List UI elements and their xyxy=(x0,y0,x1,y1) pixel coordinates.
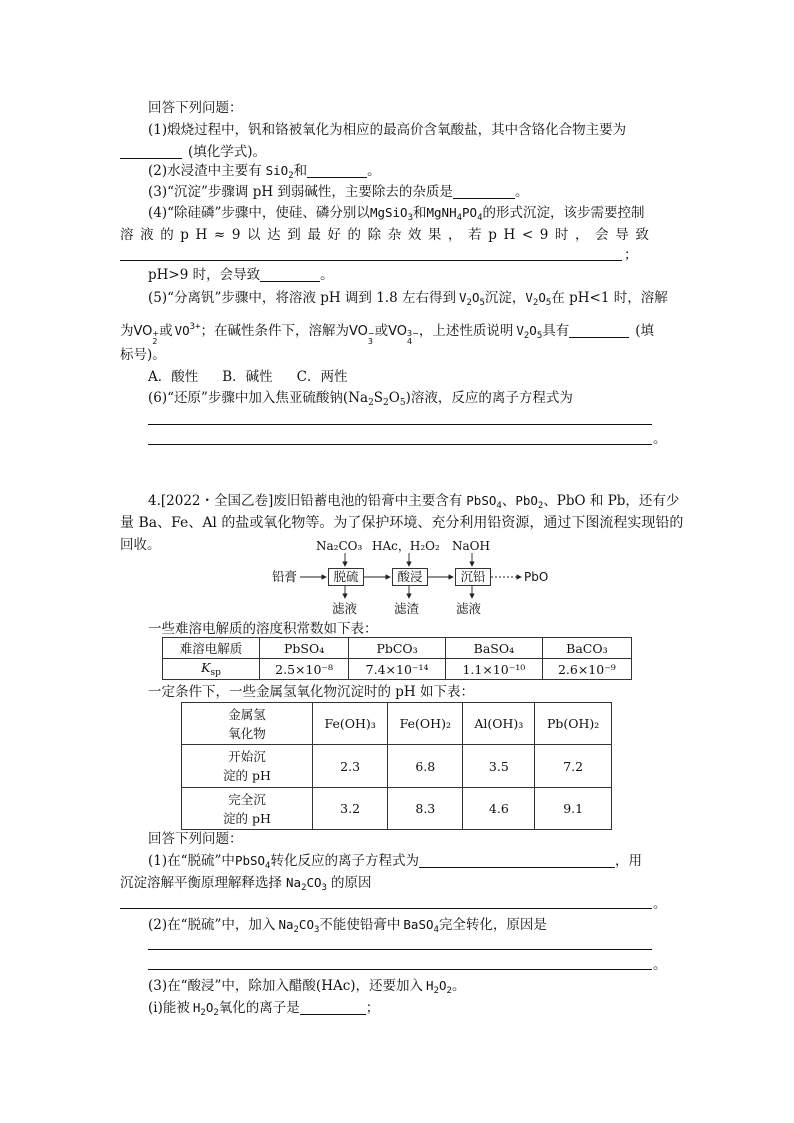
q4-part2 xyxy=(148,916,547,939)
q4-part2-text: (2)在“脱硫”中，加入 xyxy=(148,917,276,933)
q3-part6-text-b: )溶液，反应的离子方程式为 xyxy=(405,390,573,406)
ksp-intro: 一些难溶电解质的溶度积常数如下表： xyxy=(148,621,378,637)
q3-part5-text-g: (填 xyxy=(635,323,655,339)
formula-pbo2-sub: 2 xyxy=(537,501,544,511)
q4-part1-text: (1)在“脱硫”中 xyxy=(148,853,235,869)
ph-value-cell: 7.2 xyxy=(535,745,612,788)
formula-mgsio3-sub: 3 xyxy=(407,213,413,223)
ph-value-cell: 4.6 xyxy=(463,788,535,830)
ion-vo3-sub: 3 xyxy=(367,337,374,346)
ksp-value-cell: 2.5×10⁻⁸ xyxy=(260,659,349,680)
formula-pbso4-b-main: PbSO xyxy=(234,853,266,868)
q3-part1-text-end: (填化学式)。 xyxy=(188,144,267,160)
formula-h2o2-sub-a: 2 xyxy=(433,986,439,996)
q3-part5-text-f: 具有 xyxy=(542,323,570,339)
formula-baso4-main: BaSO xyxy=(403,917,434,932)
q3-part4-line2-text: 溶液的pH≈9以达到最好的除杂效果，若pH<9时，会导致 xyxy=(120,227,656,243)
formula-h2o2 xyxy=(426,978,452,996)
ph-value-cell: 3.5 xyxy=(463,745,535,788)
q4-part2-text-c: 完全转化，原因是 xyxy=(438,917,547,933)
formula-v2o5-c-sub5: 5 xyxy=(536,331,543,341)
ph-value-cell: 2.3 xyxy=(313,745,388,788)
ion-vo3-main: VO xyxy=(349,324,368,339)
q4-part1-line2-text: 沉淀溶解平衡原理解释选择 xyxy=(120,875,282,891)
formula-h2o2-o: O xyxy=(439,978,447,993)
ion-vo2-sup: + xyxy=(152,329,160,338)
formula-v2o5-c-o: O xyxy=(529,323,537,338)
q3-part4-line3-text: pH>9 时，会导致 xyxy=(148,267,261,283)
ph-value-cell: 3.2 xyxy=(313,788,388,830)
formula-sio2-main: SiO xyxy=(265,163,289,178)
ksp-header-cell: BaSO₄ xyxy=(445,638,542,659)
formula-na2s2o5-sub5: 5 xyxy=(399,398,406,408)
q3-part5-text-c: 在 pH<1 时，溶解 xyxy=(551,290,668,306)
flow-out-filtrate-1: 滤液 xyxy=(332,601,358,616)
formula-mgsio3-main: MgSiO xyxy=(369,205,408,220)
q3-part1-text: (1)煅烧过程中，钒和铬被氧化为相应的最高价含氧酸盐，其中含铬化合物主要为 xyxy=(148,122,627,138)
formula-na2co3-co: CO xyxy=(306,875,322,890)
q4-part1-end: 。 xyxy=(653,896,667,912)
q4-part3i-text: (ⅰ)能被 xyxy=(148,1000,190,1016)
ion-vo2-main: VO xyxy=(133,324,153,339)
flow-product-pbo: PbO xyxy=(524,570,549,584)
ph-header-cell: Fe(OH)₂ xyxy=(388,703,463,745)
formula-v2o5-sub5: 5 xyxy=(479,298,485,308)
q3-part4-text: (4)“除硅磷”步骤中，使硅、磷分别以 xyxy=(148,205,370,221)
ph-header-cell: Pb(OH)₂ xyxy=(535,703,612,745)
q4-intro-text: 4.[2022・全国乙卷]废旧铅蓄电池的铅膏中主要含有 xyxy=(148,493,463,509)
q4-part3-text: (3)在“酸浸”中，除加入醋酸(HAc)，还要加入 xyxy=(148,978,424,994)
q3-part5-text-d: ；在碱性条件下，溶解为 xyxy=(200,323,350,339)
q4-intro-text-c: 、PbO 和 Pb，还有少 xyxy=(543,493,680,509)
ksp-header-cell: BaCO₃ xyxy=(542,638,631,659)
formula-h2o2-b-o: O xyxy=(205,1000,214,1015)
q4-intro-comma: 、 xyxy=(501,493,516,509)
flow-out-residue: 滤渣 xyxy=(394,601,420,616)
formula-na2co3-b-sub2: 2 xyxy=(293,925,299,935)
q3-part6-end: 。 xyxy=(653,431,667,447)
formula-h2o2-h: H xyxy=(426,978,434,993)
ksp-row-label xyxy=(163,659,260,680)
ph-complete-row xyxy=(182,788,612,830)
q4-part3i-end: ； xyxy=(365,1000,380,1016)
ksp-header-cell: PbSO₄ xyxy=(260,638,349,659)
formula-na2s2o5-sub2b: 2 xyxy=(383,398,389,408)
option-b[interactable]: B．碱性 xyxy=(222,369,273,385)
ksp-value-row xyxy=(163,659,632,680)
formula-na2s2o5-sub2a: 2 xyxy=(368,398,374,408)
q4-intro-line2: 量 Ba、Fe、Al 的盐或氧化物等。为了保护环境、充分利用铅资源，通过下图流程实现铅的 xyxy=(120,515,684,531)
q3-part5-line3: 标号)。 xyxy=(120,347,166,363)
q4-part1-answer-line[interactable] xyxy=(120,908,652,909)
formula-h2o2-b-h: H xyxy=(192,1000,201,1015)
q3-part4-and: 和 xyxy=(413,205,427,221)
ph-header-cell: Fe(OH)₃ xyxy=(313,703,388,745)
formula-v2o5-c-sub2: 2 xyxy=(523,331,530,341)
q4-part1-line2-text-b: 的原因 xyxy=(330,875,372,891)
formula-na2co3-na: Na xyxy=(286,875,302,890)
ksp-value-cell: 2.6×10⁻⁹ xyxy=(542,659,631,680)
ksp-label-sub: sp xyxy=(210,668,221,678)
formula-h2o2-b-sub-b: 2 xyxy=(213,1008,219,1018)
option-c[interactable]: C．两性 xyxy=(296,369,348,385)
ph-header-label-1: 金属氢 xyxy=(228,706,266,722)
q4-part1-answer-blank[interactable] xyxy=(419,853,615,868)
formula-na2co3 xyxy=(286,875,327,893)
formula-na2co3-sub3: 3 xyxy=(321,883,327,893)
formula-pbo2-main: PbO xyxy=(515,493,538,508)
q4-answer-intro: 回答下列问题： xyxy=(148,831,243,847)
q4-part3i-answer-blank[interactable] xyxy=(300,1000,366,1015)
ph-intro: 一定条件下，一些金属氢氧化物沉淀时的 pH 如下表： xyxy=(148,684,474,700)
formula-mgnh4po4-sub1: 4 xyxy=(456,213,463,223)
flow-step-desulfurization: 脱硫 xyxy=(328,568,364,586)
formula-v2o5-b-sub2: 2 xyxy=(532,298,539,308)
q4-part2-answer-line-2[interactable] xyxy=(148,969,652,970)
q3-part4-text-b: 的形式沉淀，该步需要控制 xyxy=(482,205,645,221)
formula-h2o2-b-sub-a: 2 xyxy=(200,1008,206,1018)
formula-v2o5-b-o: O xyxy=(538,290,546,305)
ph-header-label xyxy=(182,703,313,745)
ion-vo4-sub: 4 xyxy=(407,337,413,346)
formula-na2co3-b xyxy=(278,917,320,935)
ksp-value-cell: 1.1×10⁻¹⁰ xyxy=(445,659,542,680)
ion-vo4-main: VO xyxy=(388,324,408,339)
formula-pbso4-sub: 4 xyxy=(496,501,502,511)
q3-part5-or1: 或 xyxy=(159,323,173,339)
q4-part1-line2 xyxy=(120,874,371,897)
ph-complete-label-1: 完全沉 xyxy=(228,791,266,807)
q4-part1-line1 xyxy=(148,852,642,875)
ksp-value-cell: 7.4×10⁻¹⁴ xyxy=(349,659,446,680)
reagent-naoh: NaOH xyxy=(452,539,490,553)
ph-value-cell: 8.3 xyxy=(388,788,463,830)
q3-part6-text: (6)“还原”步骤中加入焦亚硫酸钠(Na xyxy=(148,390,369,406)
q4-intro-line3: 回收。 xyxy=(120,537,161,553)
q3-part4-end: 。 xyxy=(320,267,334,283)
q3-part2-end: 。 xyxy=(367,163,381,179)
q4-part2-end: 。 xyxy=(653,957,667,973)
q3-part5-text-b: 沉淀， xyxy=(484,290,526,306)
ksp-header-cell: 难溶电解质 xyxy=(163,638,260,659)
ph-header-row xyxy=(182,703,612,745)
ph-start-label-2: 淀的 pH xyxy=(223,768,271,783)
formula-v2o5-b-v: V xyxy=(525,290,533,305)
ph-start-label xyxy=(182,745,313,788)
q4-part2-answer-line-1[interactable] xyxy=(148,949,652,950)
flow-out-filtrate-2: 滤液 xyxy=(456,601,482,616)
ph-start-label-1: 开始沉 xyxy=(228,749,266,764)
q4-part3i xyxy=(148,999,379,1022)
formula-mgnh4po4-a: MgNH xyxy=(426,205,457,220)
formula-pbso4-b-sub: 4 xyxy=(265,861,271,871)
formula-v2o5-c-v: V xyxy=(516,323,524,338)
formula-mgnh4po4-sub2: 4 xyxy=(477,213,483,223)
ion-vo4-sup: 3− xyxy=(407,329,419,338)
flow-step-lead-precipitation: 沉铅 xyxy=(455,568,491,586)
ph-header-label-2: 氧化物 xyxy=(228,725,266,741)
ion-vo3plus-sup: 3+ xyxy=(189,322,201,332)
formula-v2o5-o: O xyxy=(471,290,480,305)
formula-baso4 xyxy=(403,917,439,935)
q4-part3-end: 。 xyxy=(451,978,466,994)
flow-start-lead-paste: 铅膏 xyxy=(272,569,298,584)
ksp-label-k: K xyxy=(201,660,211,675)
reagent-hac-h2o2: HAc，H₂O₂ xyxy=(372,539,440,553)
ph-header-cell: Al(OH)₃ xyxy=(463,703,535,745)
ksp-header-row xyxy=(163,638,632,659)
ion-vo3plus-main: VO xyxy=(174,323,190,338)
formula-v2o5-v: V xyxy=(458,290,467,305)
ph-value-cell: 6.8 xyxy=(388,745,463,788)
formula-pbso4-main: PbSO xyxy=(466,493,497,508)
formula-baso4-sub: 4 xyxy=(433,925,439,935)
ph-complete-label-2: 淀的 pH xyxy=(223,810,271,826)
q3-intro: 回答下列问题： xyxy=(148,100,243,116)
formula-na2s2o5-o: O xyxy=(388,390,400,406)
formula-v2o5-b-sub5: 5 xyxy=(545,298,552,308)
formula-sio2-sub: 2 xyxy=(288,171,294,181)
q4-part1-text-c: ，用 xyxy=(614,853,642,869)
formula-na2co3-b-na: Na xyxy=(278,917,294,932)
formula-h2o2-sub-b: 2 xyxy=(446,986,452,996)
q3-part4-semicolon: ； xyxy=(624,247,638,263)
q4-part2-text-b: 不能使铅膏中 xyxy=(319,917,401,933)
q3-part5-or2: 或 xyxy=(374,323,389,339)
q3-part3-text: (3)“沉淀”步骤调 pH 到弱碱性，主要除去的杂质是 xyxy=(148,184,453,200)
formula-pbso4-b xyxy=(234,853,271,871)
ph-start-row xyxy=(182,745,612,788)
formula-na2s2o5-s: S xyxy=(373,390,384,406)
q3-part2-and: 和 xyxy=(293,163,308,179)
ph-table xyxy=(181,702,612,830)
reagent-na2co3: Na₂CO₃ xyxy=(316,539,363,553)
formula-na2co3-b-sub3: 3 xyxy=(313,925,320,935)
option-a[interactable]: A．酸性 xyxy=(148,369,199,385)
q4-part1-text-b: 转化反应的离子方程式为 xyxy=(270,853,419,869)
flow-step-acid-leach: 酸浸 xyxy=(392,568,428,586)
ph-value-cell: 9.1 xyxy=(535,788,612,830)
q4-part3i-text-b: 氧化的离子是 xyxy=(218,1000,300,1016)
q3-part3-end: 。 xyxy=(514,184,529,200)
formula-na2co3-b-co: CO xyxy=(298,917,314,932)
formula-v2o5-sub2: 2 xyxy=(466,298,472,308)
q3-part5-wei: 为 xyxy=(120,323,134,339)
ksp-table xyxy=(162,637,632,680)
ion-vo3-sup: − xyxy=(367,329,375,338)
ksp-header-cell: PbCO₃ xyxy=(349,638,446,659)
q3-part2-text: (2)水浸渣中主要有 xyxy=(148,163,262,179)
formula-h2o2-b xyxy=(192,1000,219,1018)
q3-part5-text: (5)“分离钒”步骤中，将溶液 pH 调到 1.8 左右得到 xyxy=(148,290,456,306)
ion-vo2-sub: 2 xyxy=(152,337,158,346)
ph-complete-label xyxy=(182,788,313,830)
q4-part3 xyxy=(148,977,465,1000)
q3-part5-text-e: ，上述性质说明 xyxy=(418,323,514,339)
formula-na2co3-sub2: 2 xyxy=(301,883,307,893)
formula-mgnh4po4-b: PO xyxy=(462,205,478,220)
